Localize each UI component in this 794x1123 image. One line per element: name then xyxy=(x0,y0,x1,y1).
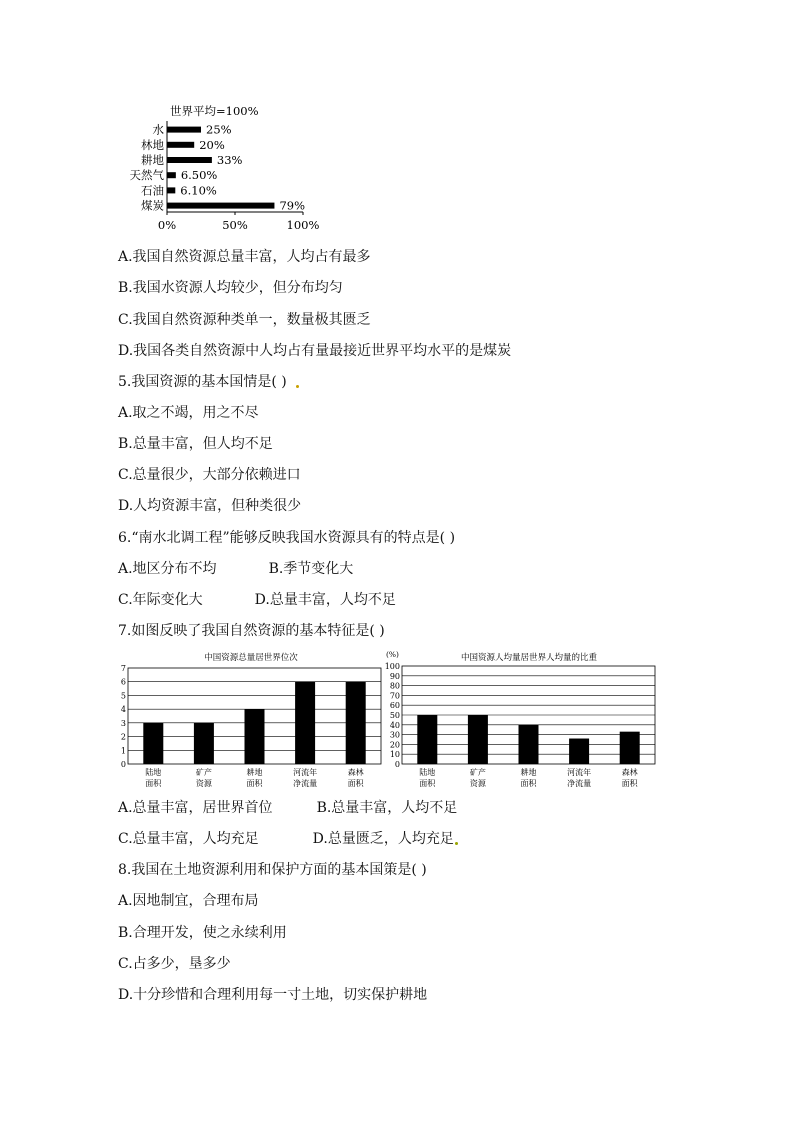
category-label: 耕地 xyxy=(141,153,164,167)
category-label: 资源 xyxy=(195,779,212,788)
bar xyxy=(143,723,163,764)
q5-option-b: B.总量丰富，但人均不足 xyxy=(118,436,273,452)
y-tick-label: 30 xyxy=(389,730,400,740)
q7-options-row2 xyxy=(118,830,454,848)
category-label: 矿产 xyxy=(195,768,212,777)
q5-option-c: C.总量很少，大部分依赖进口 xyxy=(118,467,301,483)
value-label: 6.10% xyxy=(180,183,217,198)
y-tick-label: 7 xyxy=(120,664,126,673)
category-label: 面积 xyxy=(145,779,162,788)
q5-option-a: A.取之不竭，用之不尽 xyxy=(118,405,259,421)
q7-option-c: C.总量丰富，人均充足 xyxy=(118,831,259,847)
bar xyxy=(167,187,175,193)
y-tick-label: 40 xyxy=(389,720,400,730)
resource-per-capita-hbar-chart xyxy=(128,100,328,235)
chart-title: 世界平均=100% xyxy=(170,104,259,118)
y-tick-label: 50 xyxy=(389,711,400,720)
y-tick-label: 20 xyxy=(389,740,400,750)
category-label: 水 xyxy=(152,122,164,137)
bar xyxy=(194,723,214,764)
bar xyxy=(346,682,366,764)
category-label: 煤炭 xyxy=(141,198,164,213)
bar xyxy=(519,725,539,764)
bar xyxy=(167,157,212,163)
y-tick-label: 10 xyxy=(389,750,400,760)
q4-option-d: D.我国各类自然资源中人均占有量最接近世界平均水平的是煤炭 xyxy=(118,343,512,359)
bar xyxy=(167,172,176,178)
category-label: 面积 xyxy=(621,779,638,788)
q6-options-row2 xyxy=(118,591,396,609)
q8-option-c: C.占多少，垦多少 xyxy=(118,956,231,972)
category-label: 陆地 xyxy=(145,768,162,777)
q6-option-b: B.季节变化大 xyxy=(268,561,354,577)
q6-option-c: C.年际变化大 xyxy=(118,592,203,608)
q7-option-b: B.总量丰富，人均不足 xyxy=(316,800,458,816)
y-tick-label: 0 xyxy=(394,760,400,769)
category-label: 森林 xyxy=(621,768,638,777)
q7-option-a: A.总量丰富，居世界首位 xyxy=(118,800,273,816)
category-label: 面积 xyxy=(419,779,436,788)
category-label: 耕地 xyxy=(520,768,537,777)
x-tick-label: 50% xyxy=(222,218,248,232)
q5-option-d: D.人均资源丰富，但种类很少 xyxy=(118,498,302,514)
q4-option-a: A.我国自然资源总量丰富，人均占有最多 xyxy=(118,249,371,265)
x-tick-label: 0% xyxy=(157,218,177,232)
scan-dot xyxy=(296,385,299,388)
bar xyxy=(167,127,201,133)
category-label: 面积 xyxy=(246,779,263,788)
bar xyxy=(417,715,437,764)
category-label: 净流量 xyxy=(567,779,592,788)
y-tick-label: 5 xyxy=(120,691,126,701)
category-label: 矿产 xyxy=(469,768,486,777)
y-tick-label: 90 xyxy=(389,671,400,681)
value-label: 25% xyxy=(206,122,232,137)
q6-options-row1 xyxy=(118,560,353,578)
y-tick-label: 3 xyxy=(120,718,126,728)
q8-stem: 8.我国在土地资源利用和保护方面的基本国策是( ) xyxy=(118,862,427,878)
resource-total-rank-chart xyxy=(116,648,391,793)
y-tick-label: 0 xyxy=(120,760,126,769)
q5-stem: 5.我国资源的基本国情是( ) xyxy=(118,374,287,390)
chart-title: 中国资源人均量居世界人均量的比重 xyxy=(460,653,598,663)
y-tick-label: 60 xyxy=(389,701,400,711)
scan-dot xyxy=(455,842,458,845)
y-tick-label: 70 xyxy=(389,691,400,701)
q8-option-b: B.合理开发，使之永续利用 xyxy=(118,925,287,941)
category-label: 净流量 xyxy=(293,779,318,788)
value-label: 79% xyxy=(279,198,306,213)
category-label: 森林 xyxy=(347,768,364,777)
q4-option-b: B.我国水资源人均较少，但分布均匀 xyxy=(118,280,343,296)
bar xyxy=(245,709,265,764)
q6-option-d: D.总量丰富，人均不足 xyxy=(254,592,396,608)
category-label: 河流年 xyxy=(293,768,318,777)
q7-option-d: D.总量匮乏，人均充足 xyxy=(312,831,454,847)
y-tick-label: 100 xyxy=(384,662,400,671)
bar xyxy=(468,715,488,764)
y-tick-label: 1 xyxy=(120,746,126,756)
y-tick-label: 6 xyxy=(120,677,126,687)
y-tick-label: 4 xyxy=(120,705,126,715)
value-label: 6.50% xyxy=(180,168,218,183)
category-label: 陆地 xyxy=(419,768,436,777)
category-label: 天然气 xyxy=(129,168,164,183)
q4-option-c: C.我国自然资源种类单一，数量极其匮乏 xyxy=(118,312,371,328)
bar xyxy=(167,142,194,148)
q8-option-a: A.因地制宜，合理布局 xyxy=(118,893,259,909)
q7-options-row1 xyxy=(118,799,457,817)
category-label: 耕地 xyxy=(246,768,263,777)
bar xyxy=(295,682,315,764)
q8-option-d: D.十分珍惜和合理利用每一寸土地，切实保护耕地 xyxy=(118,987,428,1003)
category-label: 面积 xyxy=(520,779,537,788)
category-label: 资源 xyxy=(469,779,486,788)
y-tick-label: 2 xyxy=(120,732,126,742)
y-unit-label: (%) xyxy=(386,650,399,659)
x-tick-label: 100% xyxy=(286,218,320,232)
category-label: 林地 xyxy=(141,137,164,152)
bar xyxy=(167,203,274,209)
chart-title: 中国资源总量居世界位次 xyxy=(204,653,298,663)
category-label: 河流年 xyxy=(567,768,592,777)
q6-stem: 6.“南水北调工程”能够反映我国水资源具有的特点是( ) xyxy=(118,530,456,546)
y-tick-label: 80 xyxy=(389,681,400,691)
value-label: 20% xyxy=(199,137,225,152)
q6-option-a: A.地区分布不均 xyxy=(118,561,217,577)
bar xyxy=(620,732,640,764)
category-label: 面积 xyxy=(347,779,364,788)
bar xyxy=(569,739,589,764)
q7-stem: 7.如图反映了我国自然资源的基本特征是( ) xyxy=(118,623,385,639)
category-label: 石油 xyxy=(141,183,164,198)
resource-per-capita-share-chart xyxy=(384,648,659,793)
value-label: 33% xyxy=(216,153,243,167)
